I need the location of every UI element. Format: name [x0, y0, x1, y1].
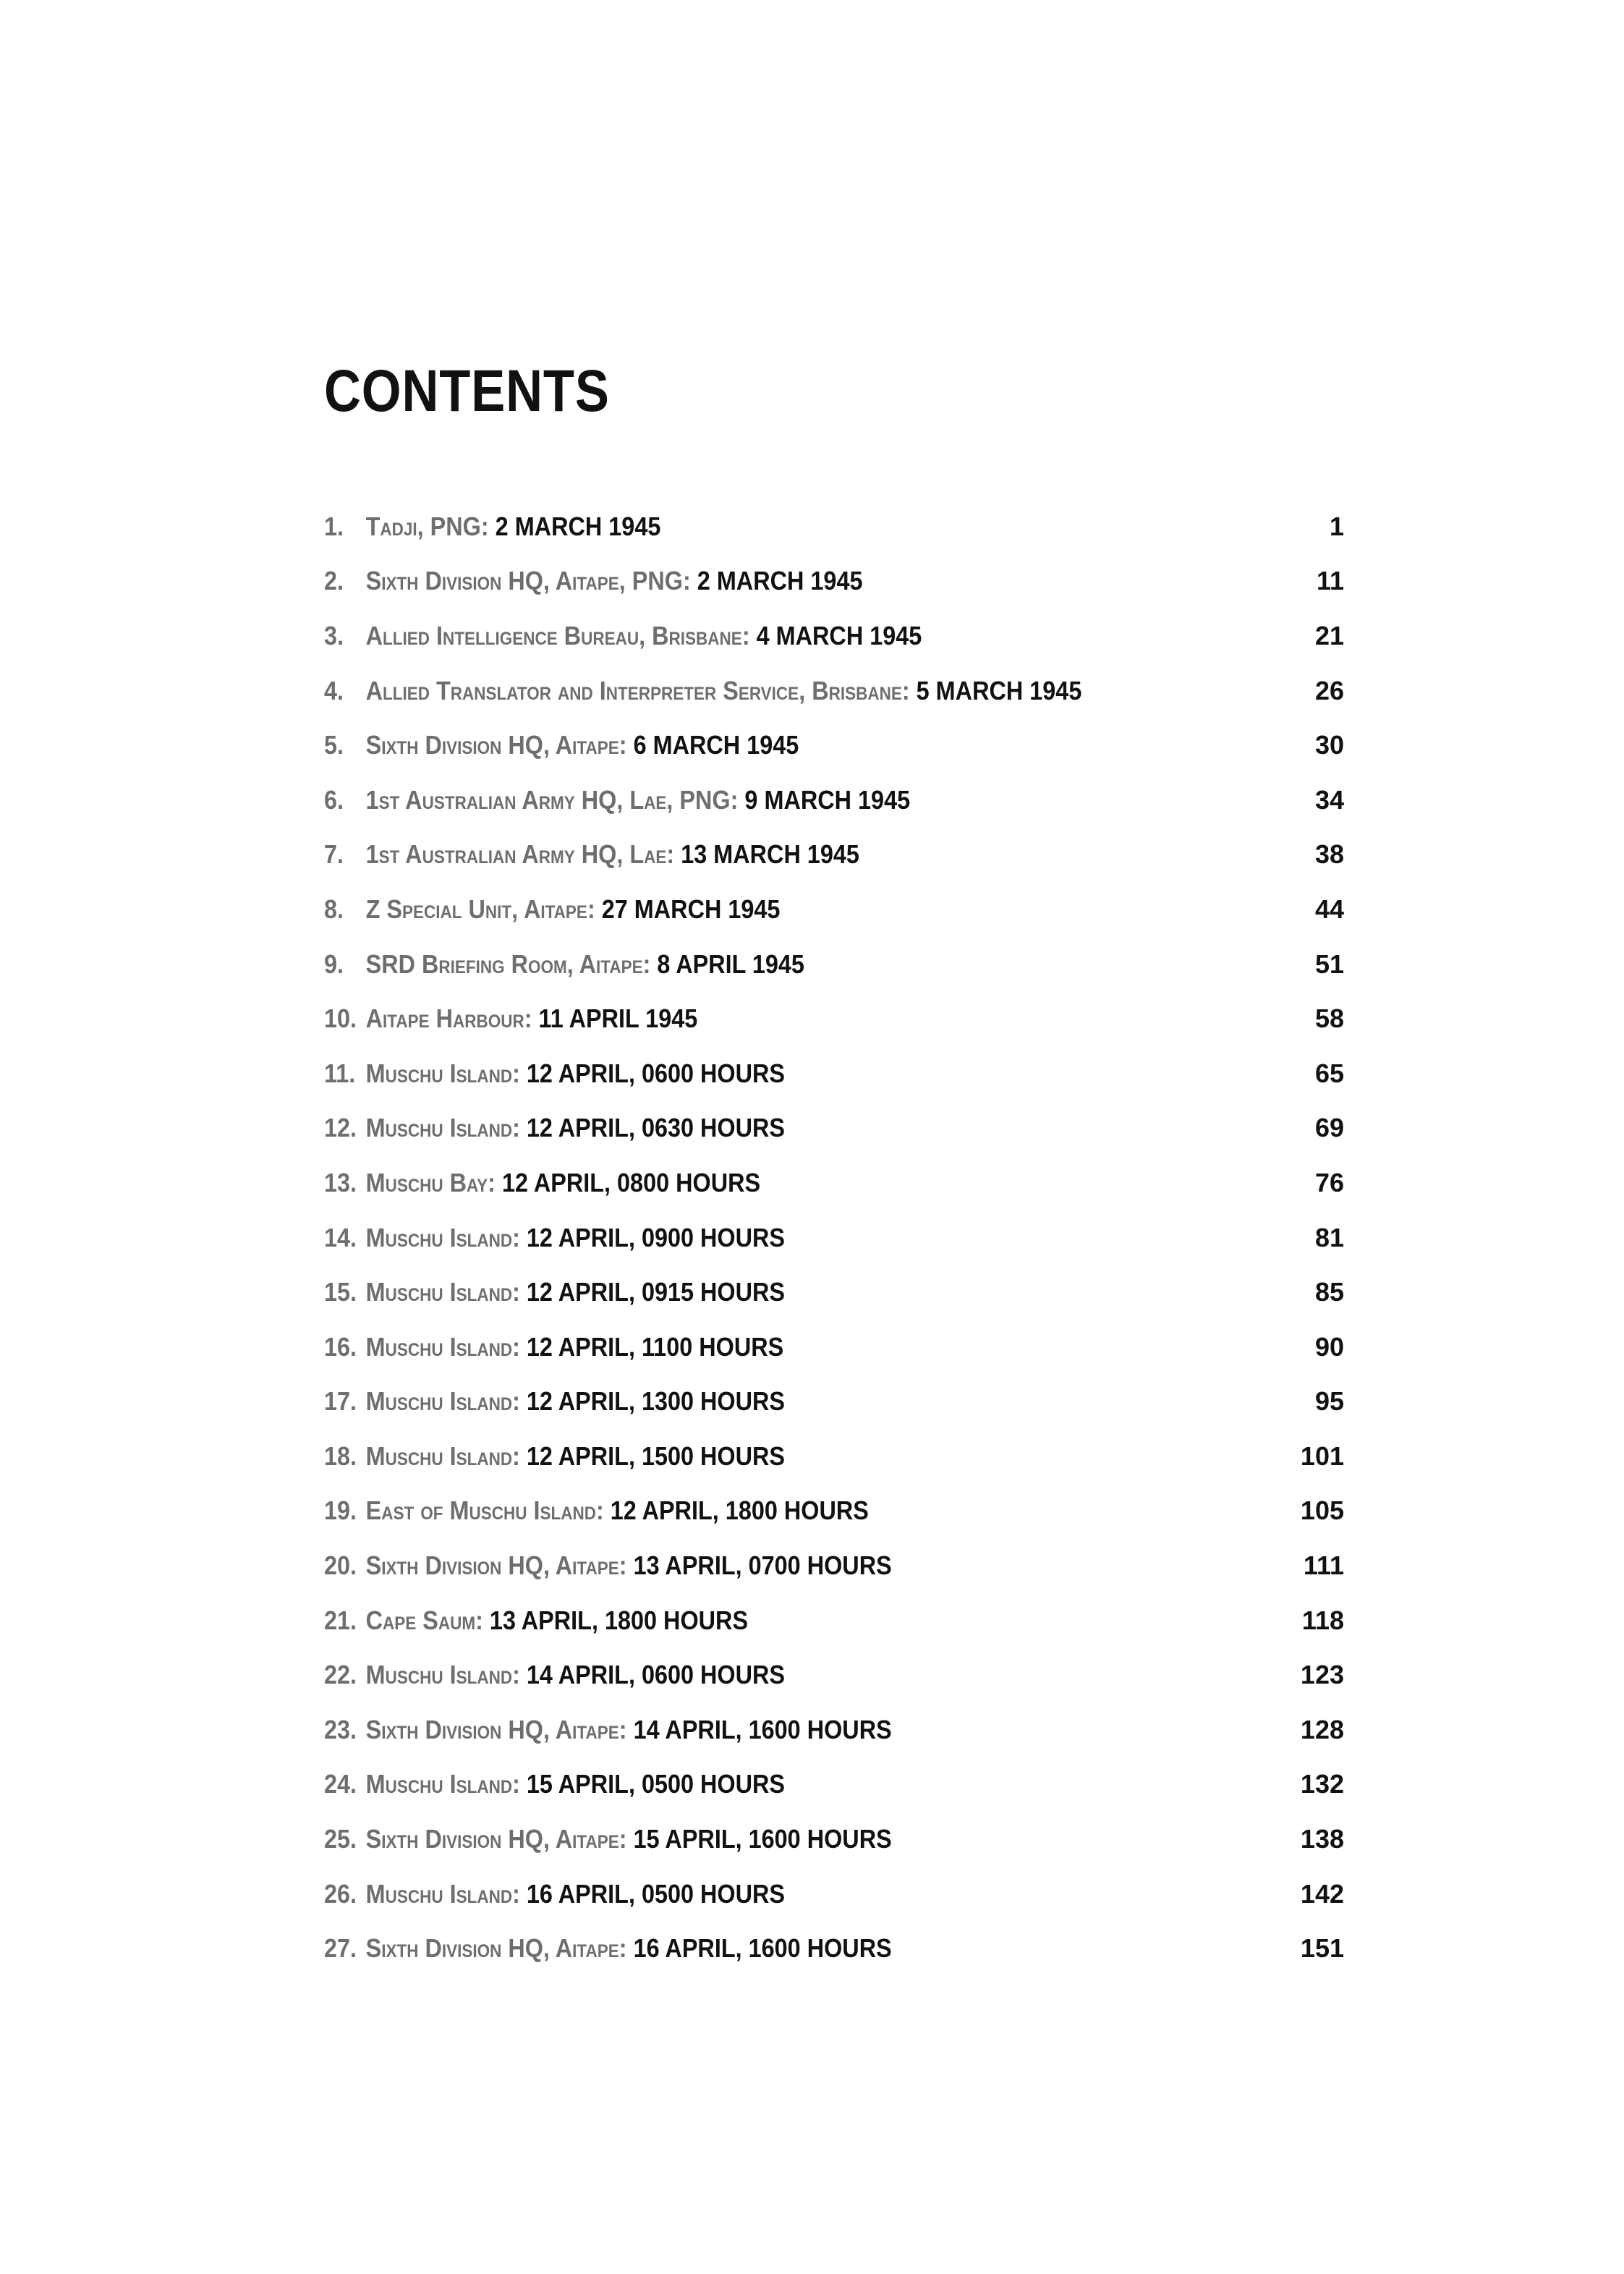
table-of-contents	[324, 499, 1344, 1976]
chapter-date: 11 APRIL 1945	[538, 1004, 698, 1034]
page-number: 118	[1301, 1605, 1344, 1635]
toc-entry[interactable]	[324, 1320, 1344, 1375]
chapter-date: 13 APRIL, 0700 HOURS	[633, 1550, 892, 1581]
chapter-location: Sixth Division HQ, Aitape:	[365, 730, 627, 760]
toc-entry-text	[324, 1660, 785, 1690]
toc-entry-text	[324, 949, 804, 980]
chapter-number: 5.	[324, 730, 344, 760]
chapter-number: 19.	[324, 1496, 357, 1526]
page-number: 90	[1314, 1331, 1344, 1362]
page-number: 44	[1314, 894, 1344, 924]
page-number: 30	[1314, 730, 1344, 760]
chapter-date: 14 APRIL, 1600 HOURS	[633, 1714, 892, 1744]
chapter-number: 11.	[324, 1058, 356, 1088]
chapter-number: 23.	[324, 1714, 357, 1744]
toc-entry-text	[324, 512, 660, 542]
chapter-number: 8.	[324, 894, 344, 924]
page-number: 38	[1314, 839, 1344, 870]
chapter-date: 9 MARCH 1945	[744, 784, 911, 815]
toc-entry[interactable]	[324, 1812, 1344, 1867]
toc-entry-text	[324, 839, 859, 870]
chapter-number: 26.	[324, 1878, 357, 1909]
chapter-date: 2 MARCH 1945	[495, 511, 661, 541]
chapter-location: Muschu Island:	[365, 1113, 520, 1143]
toc-entry-text	[324, 621, 922, 651]
page-number: 101	[1300, 1441, 1344, 1471]
toc-entry-text	[324, 1277, 785, 1307]
toc-entry[interactable]	[324, 1921, 1344, 1976]
chapter-number: 12.	[324, 1113, 357, 1143]
toc-entry-text	[324, 1769, 785, 1799]
page-number: 51	[1314, 949, 1344, 979]
chapter-location: Muschu Bay:	[365, 1167, 496, 1197]
toc-entry-text	[324, 1004, 697, 1034]
page-number: 21	[1314, 620, 1344, 650]
chapter-date: 12 APRIL, 0915 HOURS	[526, 1277, 786, 1307]
chapter-location: Muschu Island:	[365, 1277, 520, 1307]
chapter-number: 20.	[324, 1550, 357, 1581]
chapter-number: 17.	[324, 1386, 357, 1417]
toc-entry-text	[324, 785, 910, 815]
toc-entry-text	[324, 1113, 785, 1143]
toc-entry[interactable]	[324, 937, 1344, 992]
page-number: 142	[1300, 1878, 1344, 1909]
chapter-date: 6 MARCH 1945	[633, 730, 799, 760]
chapter-location: Muschu Island:	[365, 1331, 520, 1362]
chapter-date: 16 APRIL, 1600 HOURS	[633, 1933, 892, 1964]
toc-entry-text	[324, 1058, 785, 1089]
chapter-date: 15 APRIL, 1600 HOURS	[633, 1824, 892, 1854]
chapter-location: SRD Briefing Room, Aitape:	[365, 949, 651, 979]
toc-entry[interactable]	[324, 828, 1344, 883]
toc-entry[interactable]	[324, 718, 1344, 773]
chapter-number: 21.	[324, 1605, 357, 1635]
chapter-date: 8 APRIL 1945	[657, 949, 804, 979]
chapter-number: 16.	[324, 1331, 357, 1362]
chapter-date: 12 APRIL, 1300 HOURS	[526, 1386, 786, 1417]
chapter-location: Sixth Division HQ, Aitape:	[365, 1824, 627, 1854]
toc-entry-text	[324, 1715, 892, 1745]
chapter-date: 16 APRIL, 0500 HOURS	[526, 1878, 786, 1909]
chapter-number: 9.	[324, 949, 344, 979]
page-number: 95	[1314, 1386, 1344, 1417]
toc-entry[interactable]	[324, 1484, 1344, 1539]
toc-entry[interactable]	[324, 499, 1344, 554]
page-number: 11	[1316, 566, 1344, 596]
page-number: 81	[1314, 1222, 1344, 1252]
toc-entry-text	[324, 1168, 760, 1198]
page-number: 76	[1314, 1167, 1344, 1197]
toc-entry-text	[324, 1879, 785, 1909]
toc-entry[interactable]	[324, 663, 1344, 718]
chapter-location: 1st Australian Army HQ, Lae, PNG:	[365, 784, 739, 815]
chapter-location: 1st Australian Army HQ, Lae:	[365, 839, 675, 870]
chapter-number: 13.	[324, 1167, 357, 1197]
toc-entry-text	[324, 1496, 869, 1526]
chapter-location: Allied Translator and Interpreter Service, Brisbane:	[365, 675, 910, 705]
toc-entry-text	[324, 1824, 892, 1854]
chapter-date: 2 MARCH 1945	[697, 566, 863, 596]
chapter-location: Sixth Division HQ, Aitape:	[365, 1714, 627, 1744]
toc-entry[interactable]	[324, 1867, 1344, 1922]
chapter-number: 22.	[324, 1660, 357, 1690]
page-number: 128	[1300, 1714, 1344, 1744]
chapter-number: 10.	[324, 1004, 357, 1034]
chapter-location: Tadji, PNG:	[365, 511, 489, 541]
page-number: 65	[1314, 1058, 1344, 1088]
chapter-number: 24.	[324, 1769, 357, 1799]
toc-entry-text	[324, 566, 862, 596]
chapter-date: 13 MARCH 1945	[681, 839, 859, 870]
toc-entry[interactable]	[324, 1538, 1344, 1593]
chapter-date: 27 MARCH 1945	[601, 894, 781, 924]
page-number: 138	[1300, 1824, 1344, 1854]
chapter-date: 12 APRIL, 0900 HOURS	[526, 1222, 786, 1252]
chapter-location: Muschu Island:	[365, 1441, 520, 1471]
page-number: 26	[1314, 675, 1344, 705]
toc-entry[interactable]	[324, 1046, 1344, 1101]
toc-entry-text	[324, 1441, 785, 1472]
toc-entry-text	[324, 1332, 783, 1362]
toc-entry[interactable]	[324, 1265, 1344, 1320]
chapter-date: 14 APRIL, 0600 HOURS	[526, 1660, 786, 1690]
chapter-number: 2.	[324, 566, 344, 596]
page-number: 34	[1314, 784, 1344, 815]
page-number: 1	[1329, 511, 1344, 541]
page-number: 105	[1300, 1496, 1344, 1526]
chapter-date: 12 APRIL, 1100 HOURS	[526, 1331, 784, 1362]
chapter-location: Aitape Harbour:	[365, 1004, 532, 1034]
toc-entry[interactable]	[324, 1210, 1344, 1265]
chapter-date: 13 APRIL, 1800 HOURS	[489, 1605, 749, 1635]
chapter-date: 12 APRIL, 0600 HOURS	[526, 1058, 786, 1088]
toc-entry[interactable]	[324, 1155, 1344, 1210]
chapter-location: Muschu Island:	[365, 1660, 520, 1690]
toc-entry[interactable]	[324, 554, 1344, 609]
toc-entry-text	[324, 1223, 785, 1253]
toc-entry[interactable]	[324, 773, 1344, 828]
chapter-date: 15 APRIL, 0500 HOURS	[526, 1769, 786, 1799]
chapter-number: 15.	[324, 1277, 357, 1307]
chapter-number: 27.	[324, 1933, 357, 1964]
contents-heading: CONTENTS	[324, 358, 610, 424]
toc-entry-text	[324, 1550, 892, 1581]
toc-entry[interactable]	[324, 1647, 1344, 1702]
chapter-date: 4 MARCH 1945	[756, 620, 922, 650]
chapter-date: 12 APRIL, 0630 HOURS	[526, 1113, 786, 1143]
chapter-number: 14.	[324, 1222, 357, 1252]
toc-entry-text	[324, 894, 780, 925]
chapter-location: Muschu Island:	[365, 1769, 520, 1799]
toc-entry[interactable]	[324, 608, 1344, 663]
toc-entry-text	[324, 1605, 748, 1636]
chapter-number: 18.	[324, 1441, 357, 1471]
chapter-location: Sixth Division HQ, Aitape:	[365, 1550, 627, 1581]
toc-entry-text	[324, 730, 799, 760]
chapter-location: Sixth Division HQ, Aitape:	[365, 1933, 627, 1964]
toc-entry[interactable]	[324, 1101, 1344, 1156]
chapter-number: 7.	[324, 839, 344, 870]
toc-entry[interactable]	[324, 1429, 1344, 1484]
chapter-location: Cape Saum:	[365, 1605, 483, 1635]
chapter-number: 3.	[324, 620, 344, 650]
chapter-date: 12 APRIL, 1800 HOURS	[610, 1496, 869, 1526]
toc-entry-text	[324, 1386, 785, 1417]
chapter-location: Muschu Island:	[365, 1058, 520, 1088]
toc-entry[interactable]	[324, 1375, 1344, 1430]
toc-entry[interactable]	[324, 1757, 1344, 1812]
chapter-location: East of Muschu Island:	[365, 1496, 604, 1526]
chapter-location: Muschu Island:	[365, 1878, 520, 1909]
page-number: 123	[1300, 1660, 1344, 1690]
page-number: 111	[1303, 1550, 1344, 1581]
page-number: 151	[1300, 1933, 1344, 1964]
chapter-location: Allied Intelligence Bureau, Brisbane:	[365, 620, 750, 650]
toc-entry[interactable]	[324, 1593, 1344, 1648]
chapter-number: 1.	[324, 511, 344, 541]
chapter-number: 6.	[324, 784, 344, 815]
toc-entry[interactable]	[324, 991, 1344, 1046]
chapter-date: 12 APRIL, 1500 HOURS	[526, 1441, 786, 1471]
chapter-date: 12 APRIL, 0800 HOURS	[501, 1167, 761, 1197]
toc-entry-text	[324, 676, 1081, 706]
chapter-number: 4.	[324, 675, 344, 705]
chapter-location: Muschu Island:	[365, 1386, 520, 1417]
chapter-number: 25.	[324, 1824, 357, 1854]
page-number: 85	[1314, 1277, 1344, 1307]
chapter-location: Muschu Island:	[365, 1222, 520, 1252]
toc-entry[interactable]	[324, 1702, 1344, 1757]
chapter-location: Z Special Unit, Aitape:	[365, 894, 595, 924]
page-number: 132	[1300, 1769, 1344, 1799]
chapter-location: Sixth Division HQ, Aitape, PNG:	[365, 566, 691, 596]
toc-entry[interactable]	[324, 882, 1344, 937]
toc-entry-text	[324, 1933, 892, 1964]
page-number: 58	[1314, 1004, 1344, 1034]
page-number: 69	[1314, 1113, 1344, 1143]
chapter-date: 5 MARCH 1945	[916, 675, 1082, 705]
